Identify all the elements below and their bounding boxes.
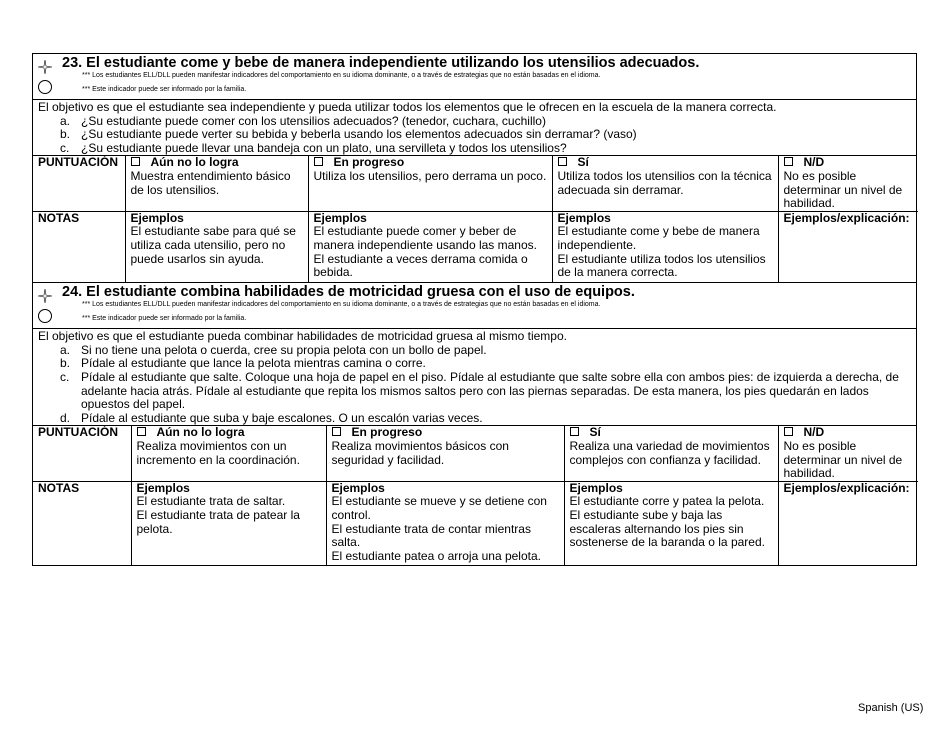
scoring-table [33,156,918,282]
star-icon [38,60,52,74]
list-item: b. ¿Su estudiante puede verter su bebida y beberla usando los elementos adecuados sin derramar? (vaso) [60,127,637,142]
notes-label: NOTAS [38,480,80,495]
checkbox[interactable] [137,427,146,436]
indicator-header [33,54,916,100]
list-item: d. Pídale al estudiante que suba y baje escalones. O un escalón varias veces. [60,410,483,425]
star-icon [38,289,52,303]
notes-label: NOTAS [38,210,80,225]
objective-text: El objetivo es que el estudiante sea independiente y pueda utilizar todos los elementos que le ofrecen en la escuela de la manera correcta. [38,100,777,114]
examples-cell: Ejemplos El estudiante corre y patea la pelota. El estudiante sube y baja las escaleras alternando los pies sin sostenerse de la baranda o la pared. [564,481,778,565]
language-footer: Spanish (US) [858,702,924,714]
indicator-24 [32,282,917,566]
objective-block [33,329,916,426]
circle-icon [38,309,52,323]
level-in-progress: En progreso Utiliza los utensilios, pero derrama un poco. [308,156,552,211]
level-na: N/D No es posible determinar un nivel de habilidad. [778,156,918,211]
notes-row [33,481,918,565]
score-row [33,426,918,481]
family-note: *** Este indicador puede ser informado por la familia. [82,315,247,323]
checkbox[interactable] [558,157,567,166]
level-not-yet: Aún no lo logra Muestra entendimiento básico de los utensilios. [125,156,308,211]
level-yes: Sí Utiliza todos los utensilios con la técnica adecuada sin derramar. [552,156,778,211]
list-item: c. Pídale al estudiante que salte. Coloque una hoja de papel en el piso. Pídale al estudiante que salte sobre ella con ambos pies: de izquierda a derecha, de adelante hacia atrás. Pídale al estudiante que repita los mismos saltos pero con las piernas separadas. De esta manera, los pies quedarán en lados opuestos del papel. [60,370,899,412]
checkbox[interactable] [314,157,323,166]
indicator-icons [38,60,54,94]
checkbox[interactable] [784,157,793,166]
examples-cell: Ejemplos El estudiante puede comer y beber de manera independiente usando las manos. El estudiante a veces derrama comida o bebida. [308,211,552,282]
list-item: a. Si no tiene una pelota o cuerda, cree su propia pelota con un bollo de papel. [60,342,487,357]
list-item: b. Pídale al estudiante que lance la pelota mientras camina o corre. [60,356,426,371]
score-label: PUNTUACIÓN [38,425,118,440]
checkbox[interactable] [131,157,140,166]
objective-text: El objetivo es que el estudiante pueda combinar habilidades de motricidad gruesa al mismo tiempo. [38,329,567,344]
indicator-23 [32,53,917,282]
ell-note: *** Los estudiantes ELL/DLL pueden manifestar indicadores del comportamiento en su idioma dominante, o a través de estrategias que no están basadas en el idioma. [82,72,601,79]
level-not-yet: Aún no lo logra Realiza movimientos con un incremento en la coordinación. [131,426,326,481]
examples-cell: Ejemplos El estudiante trata de saltar. El estudiante trata de patear la pelota. [131,481,326,565]
circle-icon [38,80,52,94]
indicator-icons [38,289,54,323]
examples-cell: Ejemplos El estudiante come y bebe de manera independiente. El estudiante utiliza todos los utensilios de la manera correcta. [552,211,778,282]
examples-explain-cell[interactable]: Ejemplos/explicación: [783,480,910,495]
checkbox[interactable] [784,427,793,436]
score-row [33,156,918,211]
indicator-title: 24. El estudiante combina habilidades de motricidad gruesa con el uso de equipos. [62,284,635,301]
family-note: *** Este indicador puede ser informado por la familia. [82,86,247,93]
notes-row [33,211,918,282]
list-item: c. ¿Su estudiante puede llevar una bandeja con un plato, una servilleta y todos los utensilios? [60,140,567,155]
scoring-table [33,426,918,565]
examples-cell: Ejemplos El estudiante sabe para qué se utiliza cada utensilio, pero no puede usarlos sin ayuda. [125,211,308,282]
indicator-header [33,283,916,329]
examples-explain-cell[interactable]: Ejemplos/explicación: [783,210,910,225]
assessment-form [32,53,917,566]
checkbox[interactable] [332,427,341,436]
level-in-progress: En progreso Realiza movimientos básicos con seguridad y facilidad. [326,426,564,481]
level-yes: Sí Realiza una variedad de movimientos complejos con confianza y facilidad. [564,426,778,481]
objective-block [33,100,916,156]
level-na: N/D No es posible determinar un nivel de habilidad. [778,426,918,481]
score-label: PUNTUACIÓN [38,155,118,170]
ell-note: *** Los estudiantes ELL/DLL pueden manifestar indicadores del comportamiento en su idioma dominante, o a través de estrategias que no están basadas en el idioma. [82,301,601,309]
list-item: a. ¿Su estudiante puede comer con los utensilios adecuados? (tenedor, cuchara, cuchillo) [60,113,546,128]
indicator-title: 23. El estudiante come y bebe de manera independiente utilizando los utensilios adecuados. [62,55,700,71]
examples-cell: Ejemplos El estudiante se mueve y se detiene con control. El estudiante trata de contar mientras salta. El estudiante patea o arroja una pelota. [326,481,564,565]
checkbox[interactable] [570,427,579,436]
